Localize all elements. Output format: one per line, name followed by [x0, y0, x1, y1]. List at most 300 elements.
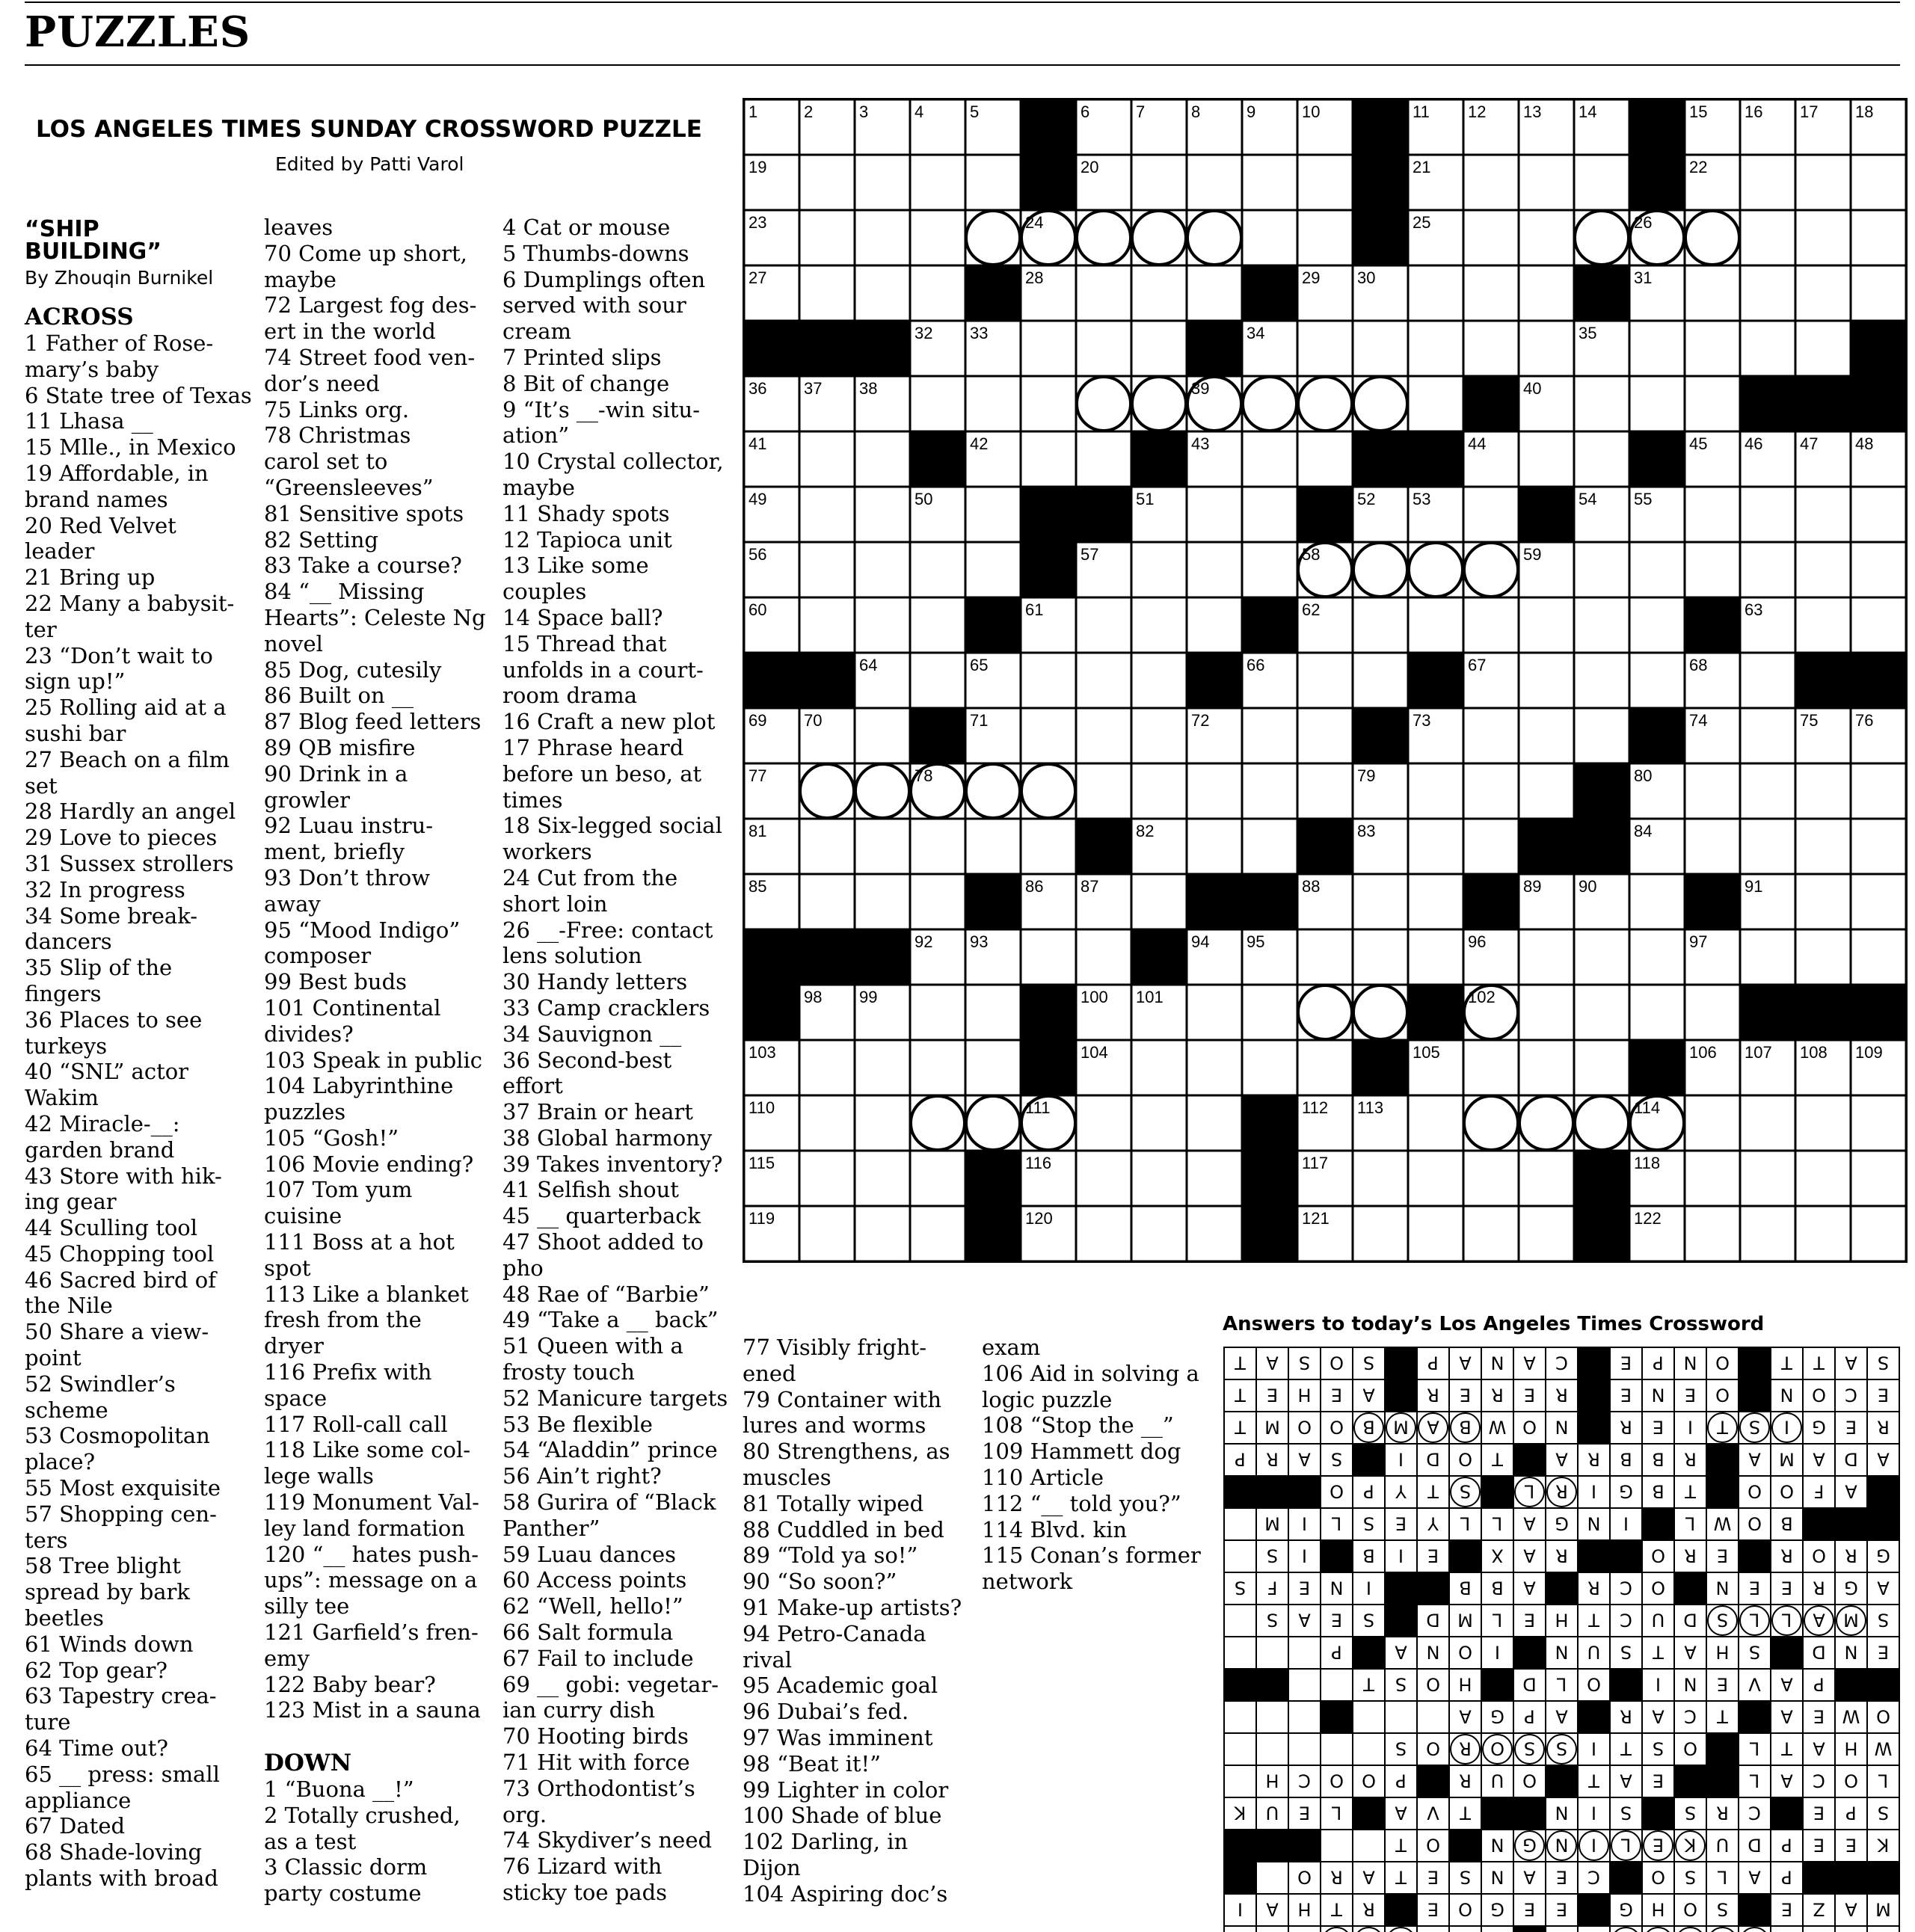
grid-cell[interactable] [1795, 155, 1851, 210]
grid-cell[interactable] [1519, 763, 1574, 819]
grid-cell[interactable] [855, 265, 910, 321]
grid-cell[interactable] [1795, 487, 1851, 542]
answer-letter: A [1362, 1384, 1375, 1406]
grid-cell[interactable] [1574, 376, 1629, 431]
grid-cell[interactable] [1795, 1151, 1851, 1206]
grid-cell[interactable] [855, 874, 910, 929]
grid-cell[interactable] [855, 431, 910, 487]
grid-cell[interactable] [799, 265, 855, 321]
grid-cell[interactable] [1519, 1040, 1574, 1095]
grid-cell[interactable] [1740, 653, 1795, 708]
clue-line: 43 Store with hik- [25, 1163, 222, 1189]
grid-cell[interactable] [1519, 1151, 1574, 1206]
grid-cell[interactable] [799, 1206, 855, 1261]
grid-cell[interactable] [1076, 265, 1131, 321]
grid-cell[interactable] [1353, 321, 1408, 376]
grid-cell[interactable] [1353, 1206, 1408, 1261]
grid-cell[interactable] [1353, 929, 1408, 985]
answer-letter: E [1523, 1898, 1536, 1920]
grid-cell[interactable] [1795, 819, 1851, 874]
grid-cell[interactable] [965, 542, 1021, 597]
grid-cell[interactable] [1408, 265, 1463, 321]
grid-cell[interactable] [1574, 653, 1629, 708]
down-clues-part-4 [982, 1335, 1206, 1595]
grid-cell[interactable] [1242, 542, 1297, 597]
grid-cell[interactable] [1574, 431, 1629, 487]
grid-cell[interactable] [1187, 487, 1242, 542]
grid-cell[interactable] [1408, 376, 1463, 431]
clue-line: 40 “SNL” actor [25, 1059, 189, 1085]
grid-cell[interactable] [1795, 874, 1851, 929]
grid-cell[interactable] [1076, 431, 1131, 487]
grid-cell[interactable] [1629, 376, 1685, 431]
grid-cell[interactable] [1795, 265, 1851, 321]
grid-cell[interactable] [799, 210, 855, 265]
grid-cell[interactable] [1242, 431, 1297, 487]
grid-cell[interactable] [1131, 321, 1187, 376]
grid-cell[interactable] [910, 376, 965, 431]
down-heading: DOWN [264, 1750, 352, 1777]
grid-cell[interactable] [1851, 597, 1906, 653]
grid-cell[interactable] [965, 985, 1021, 1040]
grid-cell[interactable] [1463, 1206, 1519, 1261]
grid-cell[interactable] [1408, 929, 1463, 985]
cell-number: 68 [1689, 656, 1708, 674]
grid-cell[interactable] [1463, 210, 1519, 265]
grid-cell[interactable] [1519, 929, 1574, 985]
grid-cell[interactable] [799, 542, 855, 597]
grid-cell[interactable] [1187, 1040, 1242, 1095]
grid-cell[interactable] [1297, 929, 1353, 985]
grid-cell[interactable] [799, 431, 855, 487]
grid-cell[interactable] [1297, 431, 1353, 487]
section-header: PUZZLES [25, 7, 251, 57]
answer-letter: O [1297, 1866, 1312, 1888]
grid-cell[interactable] [1187, 542, 1242, 597]
grid-cell[interactable] [1131, 542, 1187, 597]
grid-cell[interactable] [1021, 321, 1076, 376]
answer-letter: H [1458, 1673, 1472, 1695]
grid-cell[interactable] [1795, 597, 1851, 653]
grid-cell[interactable] [1851, 763, 1906, 819]
clue-line: 56 Ain’t right? [502, 1463, 662, 1489]
black-square [799, 321, 855, 376]
grid-cell[interactable] [1519, 321, 1574, 376]
cell-number: 48 [1855, 434, 1874, 453]
grid-cell[interactable] [1519, 653, 1574, 708]
grid-cell[interactable] [1685, 1206, 1740, 1261]
grid-cell[interactable] [1021, 431, 1076, 487]
grid-cell[interactable] [1353, 597, 1408, 653]
grid-cell[interactable] [1131, 1206, 1187, 1261]
grid-cell[interactable] [1242, 487, 1297, 542]
grid-cell[interactable] [1463, 763, 1519, 819]
black-square [1187, 653, 1242, 708]
grid-cell[interactable] [1463, 1151, 1519, 1206]
grid-cell[interactable] [1076, 1151, 1131, 1206]
grid-cell[interactable] [1187, 985, 1242, 1040]
grid-cell[interactable] [799, 819, 855, 874]
grid-cell[interactable] [1408, 763, 1463, 819]
grid-cell[interactable] [855, 597, 910, 653]
answer-letter: M [1843, 1609, 1859, 1631]
grid-cell[interactable] [855, 542, 910, 597]
grid-cell[interactable] [1131, 763, 1187, 819]
black-square [744, 929, 799, 985]
grid-cell[interactable] [1740, 321, 1795, 376]
grid-cell[interactable] [1795, 1206, 1851, 1261]
grid-cell[interactable] [910, 210, 965, 265]
grid-cell[interactable] [1463, 819, 1519, 874]
answer-letter: A [1395, 1802, 1407, 1824]
grid-cell[interactable] [1740, 265, 1795, 321]
grid-cell[interactable] [1463, 487, 1519, 542]
answer-cell [1321, 1669, 1353, 1701]
answer-black-square [1321, 1540, 1353, 1572]
grid-cell[interactable] [1795, 1095, 1851, 1151]
answer-letter: A [1298, 1448, 1311, 1470]
answer-letter: E [1813, 1802, 1825, 1824]
grid-cell[interactable] [1076, 763, 1131, 819]
grid-cell[interactable] [799, 1040, 855, 1095]
grid-cell[interactable] [855, 487, 910, 542]
grid-cell[interactable] [1463, 597, 1519, 653]
grid-cell[interactable] [1851, 1151, 1906, 1206]
answer-letter: O [1426, 1834, 1440, 1856]
grid-cell[interactable] [1463, 321, 1519, 376]
grid-cell[interactable] [1685, 763, 1740, 819]
cell-number: 32 [915, 324, 933, 342]
answer-letter: I [1398, 1448, 1404, 1470]
grid-cell[interactable] [1408, 1095, 1463, 1151]
grid-cell[interactable] [1187, 155, 1242, 210]
grid-cell[interactable] [855, 1206, 910, 1261]
grid-cell[interactable] [965, 819, 1021, 874]
grid-cell[interactable] [1187, 265, 1242, 321]
grid-cell[interactable] [1076, 1095, 1131, 1151]
grid-cell[interactable] [855, 155, 910, 210]
grid-cell[interactable] [1076, 708, 1131, 763]
grid-cell[interactable] [1463, 708, 1519, 763]
cell-number: 104 [1081, 1043, 1108, 1062]
answer-letter: A [1845, 1352, 1857, 1373]
grid-cell[interactable] [1574, 597, 1629, 653]
crossword-grid[interactable] [743, 98, 1904, 1290]
grid-cell[interactable] [910, 1151, 965, 1206]
grid-cell[interactable] [855, 1040, 910, 1095]
grid-cell[interactable] [1021, 929, 1076, 985]
grid-cell[interactable] [1021, 819, 1076, 874]
grid-cell[interactable] [1740, 819, 1795, 874]
grid-cell[interactable] [1353, 1151, 1408, 1206]
grid-cell[interactable] [1297, 653, 1353, 708]
grid-cell[interactable] [1076, 321, 1131, 376]
grid-cell[interactable] [910, 542, 965, 597]
grid-cell[interactable] [910, 155, 965, 210]
grid-cell[interactable] [1408, 819, 1463, 874]
grid-cell[interactable] [1353, 874, 1408, 929]
grid-cell[interactable] [1851, 542, 1906, 597]
grid-cell[interactable] [1740, 210, 1795, 265]
grid-cell[interactable] [965, 155, 1021, 210]
grid-cell[interactable] [1685, 985, 1740, 1040]
cell-number: 82 [1136, 822, 1155, 840]
answer-black-square [1224, 1476, 1256, 1508]
grid-cell[interactable] [1021, 376, 1076, 431]
clue-line: 8 Bit of change [502, 370, 670, 396]
grid-cell[interactable] [1242, 985, 1297, 1040]
grid-cell[interactable] [1851, 487, 1906, 542]
cell-number: 14 [1579, 102, 1597, 121]
clue-line: 93 Don’t throw [264, 864, 431, 890]
clue-line: plants with broad [25, 1865, 218, 1892]
grid-cell[interactable] [1131, 1040, 1187, 1095]
grid-cell[interactable] [1131, 1151, 1187, 1206]
grid-cell[interactable] [1685, 1095, 1740, 1151]
grid-cell[interactable] [1685, 1151, 1740, 1206]
grid-cell[interactable] [1187, 597, 1242, 653]
grid-cell[interactable] [1297, 321, 1353, 376]
clue-line: 67 Dated [25, 1813, 126, 1839]
grid-cell[interactable] [1519, 265, 1574, 321]
grid-cell[interactable] [1629, 597, 1685, 653]
answer-black-square [1224, 1862, 1256, 1894]
grid-cell[interactable] [1740, 487, 1795, 542]
cell-number: 3 [859, 102, 869, 121]
grid-cell[interactable] [910, 985, 965, 1040]
grid-cell[interactable] [1297, 763, 1353, 819]
grid-cell[interactable] [1187, 1151, 1242, 1206]
answer-letter: P [1235, 1448, 1246, 1470]
grid-cell[interactable] [855, 1095, 910, 1151]
answer-letter: O [1715, 1384, 1730, 1406]
grid-cell[interactable] [965, 487, 1021, 542]
grid-cell[interactable] [1851, 265, 1906, 321]
grid-cell[interactable] [799, 155, 855, 210]
grid-cell[interactable] [1242, 763, 1297, 819]
grid-cell[interactable] [1408, 1206, 1463, 1261]
grid-cell[interactable] [1519, 431, 1574, 487]
grid-cell[interactable] [1795, 210, 1851, 265]
grid-cell[interactable] [1629, 874, 1685, 929]
grid-cell[interactable] [1795, 763, 1851, 819]
black-square [855, 321, 910, 376]
clue-line: 84 “__ Missing [264, 579, 425, 605]
grid-cell[interactable] [799, 874, 855, 929]
grid-cell[interactable] [1519, 985, 1574, 1040]
grid-cell[interactable] [1740, 763, 1795, 819]
across-clues-part-1 [25, 330, 252, 1892]
answer-letter: R [1684, 1545, 1697, 1566]
grid-cell[interactable] [799, 1095, 855, 1151]
answer-letter: E [1780, 1577, 1793, 1599]
grid-cell[interactable] [1131, 874, 1187, 929]
grid-cell[interactable] [1795, 321, 1851, 376]
grid-cell[interactable] [1629, 929, 1685, 985]
grid-cell[interactable] [799, 487, 855, 542]
answer-black-square [1353, 1797, 1385, 1830]
grid-cell[interactable] [1076, 597, 1131, 653]
grid-cell[interactable] [1242, 708, 1297, 763]
grid-cell[interactable] [1076, 1206, 1131, 1261]
grid-cell[interactable] [1021, 653, 1076, 708]
grid-cell[interactable] [1242, 210, 1297, 265]
grid-cell[interactable] [910, 653, 965, 708]
grid-cell[interactable] [965, 376, 1021, 431]
grid-cell[interactable] [1131, 1095, 1187, 1151]
grid-cell[interactable] [1740, 542, 1795, 597]
answer-letter: T [1363, 1673, 1374, 1695]
grid-cell[interactable] [1740, 708, 1795, 763]
grid-cell[interactable] [1740, 155, 1795, 210]
clue-line: 46 Sacred bird of [25, 1267, 217, 1293]
grid-cell[interactable] [1629, 542, 1685, 597]
grid-cell[interactable] [1408, 1151, 1463, 1206]
answer-letter: N [1555, 1641, 1569, 1663]
grid-cell[interactable] [855, 210, 910, 265]
grid-cell[interactable] [1408, 597, 1463, 653]
answer-letter: E [1748, 1577, 1761, 1599]
cell-number: 22 [1689, 158, 1708, 176]
grid-cell[interactable] [1740, 1095, 1795, 1151]
grid-cell[interactable] [855, 708, 910, 763]
grid-cell[interactable] [1519, 155, 1574, 210]
clue-line: brand names [25, 486, 168, 512]
answer-letter: A [1362, 1866, 1375, 1888]
grid-cell[interactable] [1851, 1206, 1906, 1261]
grid-cell[interactable] [1685, 376, 1740, 431]
clue-line: away [264, 890, 321, 917]
grid-cell[interactable] [1574, 985, 1629, 1040]
answer-letter: A [1748, 1448, 1761, 1470]
grid-cell[interactable] [1463, 265, 1519, 321]
answer-letter: D [1426, 1609, 1440, 1631]
grid-cell[interactable] [1242, 155, 1297, 210]
grid-cell[interactable] [1574, 929, 1629, 985]
grid-cell[interactable] [1242, 1040, 1297, 1095]
grid-cell[interactable] [1187, 1206, 1242, 1261]
grid-cell[interactable] [1685, 487, 1740, 542]
grid-cell[interactable] [910, 1206, 965, 1261]
answer-letter: N [1844, 1641, 1858, 1663]
grid-cell[interactable] [1131, 653, 1187, 708]
answer-letter: O [1330, 1480, 1344, 1502]
cell-number: 25 [1413, 213, 1431, 232]
answer-letter: P [1427, 1352, 1439, 1373]
grid-cell[interactable] [910, 265, 965, 321]
clue-line: 110 Article [982, 1464, 1104, 1490]
grid-cell[interactable] [1297, 708, 1353, 763]
grid-cell[interactable] [1076, 929, 1131, 985]
grid-cell[interactable] [1131, 265, 1187, 321]
grid-cell[interactable] [855, 1151, 910, 1206]
clue-line: 11 Shady spots [502, 500, 670, 526]
grid-cell[interactable] [1408, 874, 1463, 929]
grid-cell[interactable] [1463, 1040, 1519, 1095]
grid-cell[interactable] [1629, 321, 1685, 376]
grid-cell[interactable] [1851, 155, 1906, 210]
grid-cell[interactable] [1740, 1151, 1795, 1206]
grid-cell[interactable] [1297, 1040, 1353, 1095]
grid-cell[interactable] [1187, 763, 1242, 819]
grid-cell[interactable] [1629, 653, 1685, 708]
answer-letter: T [1427, 1480, 1439, 1502]
grid-cell[interactable] [1242, 819, 1297, 874]
grid-cell[interactable] [799, 1151, 855, 1206]
clue-line: 12 Tapioca unit [502, 526, 672, 553]
grid-cell[interactable] [1519, 708, 1574, 763]
grid-cell[interactable] [1851, 929, 1906, 985]
grid-cell[interactable] [1795, 929, 1851, 985]
clue-line: sign up!” [25, 668, 126, 695]
grid-cell[interactable] [1463, 155, 1519, 210]
grid-cell[interactable] [1685, 321, 1740, 376]
grid-cell[interactable] [1519, 210, 1574, 265]
grid-cell[interactable] [1353, 653, 1408, 708]
grid-cell[interactable] [1408, 321, 1463, 376]
grid-cell[interactable] [910, 597, 965, 653]
cell-number: 13 [1523, 102, 1542, 121]
answer-letter: R [1459, 1738, 1472, 1759]
grid-cell[interactable] [1795, 542, 1851, 597]
grid-cell[interactable] [1131, 597, 1187, 653]
answer-cell [1288, 1733, 1321, 1765]
grid-cell[interactable] [855, 819, 910, 874]
grid-cell[interactable] [1740, 1206, 1795, 1261]
grid-cell[interactable] [1021, 708, 1076, 763]
grid-cell[interactable] [910, 1040, 965, 1095]
grid-cell[interactable] [1519, 1206, 1574, 1261]
grid-cell[interactable] [1574, 1040, 1629, 1095]
grid-cell[interactable] [1629, 985, 1685, 1040]
grid-cell[interactable] [965, 1040, 1021, 1095]
black-square [1629, 1040, 1685, 1095]
black-square [1021, 1040, 1076, 1095]
answer-black-square [1513, 1637, 1546, 1669]
grid-cell[interactable] [1685, 265, 1740, 321]
grid-cell[interactable] [1685, 542, 1740, 597]
grid-cell[interactable] [1574, 155, 1629, 210]
grid-cell[interactable] [1685, 819, 1740, 874]
grid-cell[interactable] [1740, 929, 1795, 985]
black-square [1795, 376, 1851, 431]
grid-cell[interactable] [1297, 155, 1353, 210]
grid-cell[interactable] [1574, 708, 1629, 763]
answer-letter: O [1458, 1898, 1472, 1920]
grid-cell[interactable] [1297, 210, 1353, 265]
grid-cell[interactable] [799, 597, 855, 653]
grid-cell[interactable] [1851, 874, 1906, 929]
grid-cell[interactable] [1076, 653, 1131, 708]
grid-cell[interactable] [1851, 210, 1906, 265]
answer-letter: M [1393, 1416, 1409, 1438]
black-square [1187, 321, 1242, 376]
grid-cell[interactable] [1574, 542, 1629, 597]
grid-cell[interactable] [1131, 708, 1187, 763]
grid-cell[interactable] [1851, 1095, 1906, 1151]
answer-black-square [1771, 1637, 1803, 1669]
grid-cell[interactable] [1519, 597, 1574, 653]
grid-cell[interactable] [910, 819, 965, 874]
grid-cell[interactable] [1187, 1095, 1242, 1151]
answer-black-square [1224, 1830, 1256, 1862]
grid-cell[interactable] [1851, 819, 1906, 874]
grid-cell[interactable] [910, 874, 965, 929]
grid-cell[interactable] [1131, 155, 1187, 210]
grid-cell[interactable] [1187, 819, 1242, 874]
answer-letter: E [1459, 1384, 1472, 1406]
clue-line: turkeys [25, 1033, 108, 1059]
